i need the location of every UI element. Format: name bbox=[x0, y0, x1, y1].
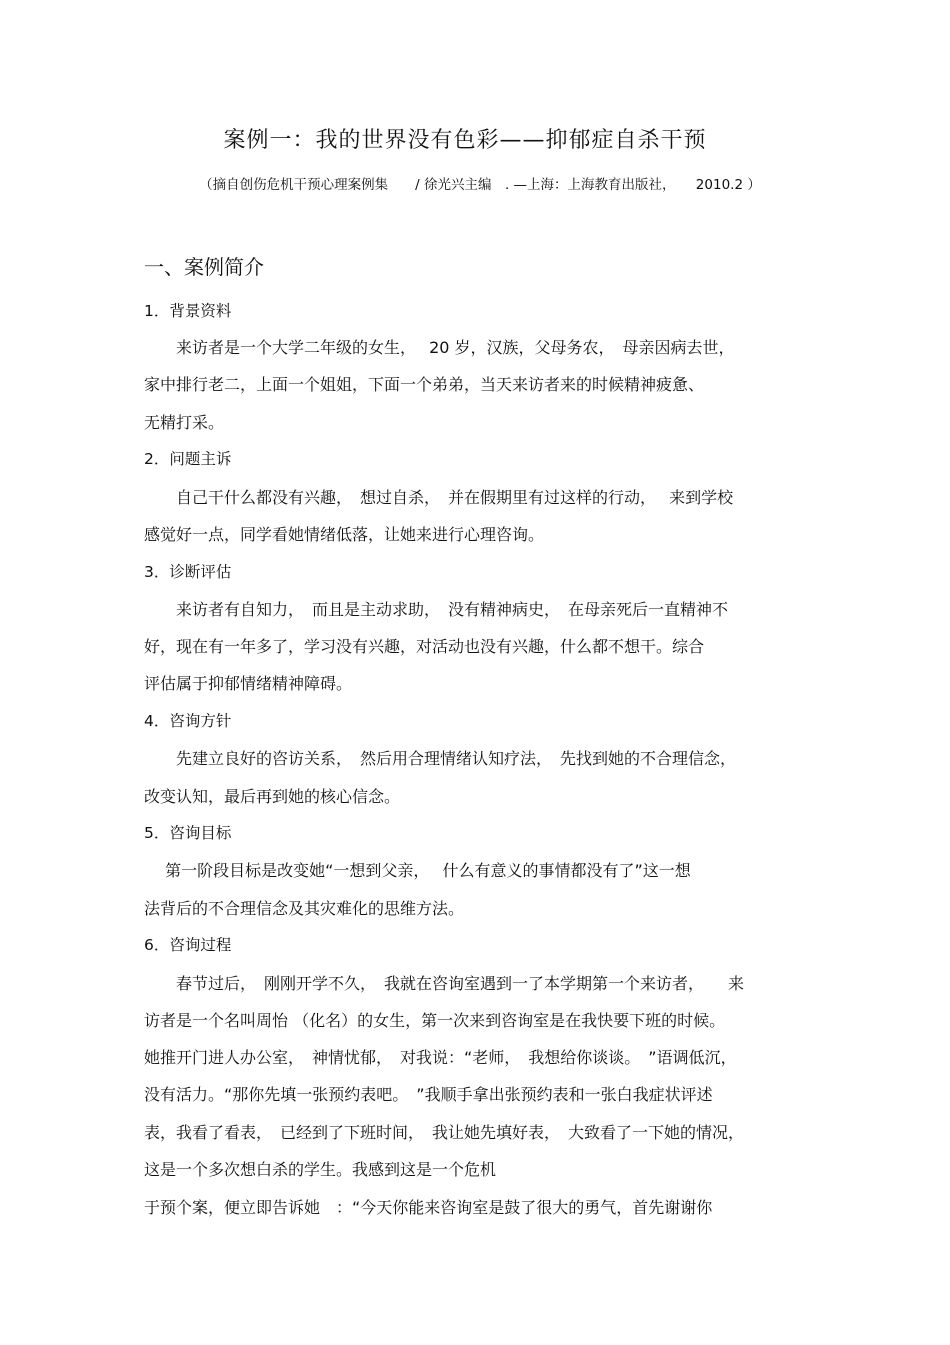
paragraph-line: 自己干什么都没有兴趣， 想过自杀， 并在假期里有过这样的行动， 来到学校 bbox=[144, 488, 734, 507]
paragraph-line: 这是一个多次想白杀的学生。我感到这是一个危机 bbox=[144, 1160, 497, 1179]
paragraph-line: 来访者有自知力， 而且是主动求助， 没有精神病史， 在母亲死后一直精神不 bbox=[144, 600, 729, 619]
paragraph-line: 感觉好一点，同学看她情绪低落，让她来进行心理咨询。 bbox=[144, 525, 545, 544]
paragraph-line: 法背后的不合理信念及其灾难化的思维方法。 bbox=[144, 899, 465, 918]
paragraph-line: 好，现在有一年多了，学习没有兴趣，对活动也没有兴趣，什么都不想干。综合 bbox=[144, 637, 705, 656]
paragraph-line: 改变认知，最后再到她的核心信念。 bbox=[144, 787, 401, 806]
paragraph-line: 第一阶段目标是改变她“一想到父亲， 什么有意义的事情都没有了”这一想 bbox=[144, 861, 691, 880]
paragraph-line: 家中排行老二，上面一个姐姐，下面一个弟弟，当天来访者来的时候精神疲惫、 bbox=[144, 375, 705, 394]
paragraph-line: 来访者是一个大学二年级的女生， 20 岁，汉族，父母务农， 母亲因病去世， bbox=[144, 338, 735, 357]
document-title: 案例一：我的世界没有色彩——抑郁症自杀干预 bbox=[223, 128, 707, 153]
paragraph-line: 评估属于抑郁情绪精神障碍。 bbox=[144, 674, 353, 693]
heading-goal: 5．咨询目标 bbox=[144, 824, 232, 842]
heading-policy: 4．咨询方针 bbox=[144, 712, 232, 730]
section-heading-case-intro: 一、案例简介 bbox=[144, 255, 264, 279]
paragraph-line: 无精打采。 bbox=[144, 413, 225, 432]
paragraph-line: 没有活力。“那你先填一张预约表吧。 ”我顺手拿出张预约表和一张白我症状评述 bbox=[144, 1085, 713, 1104]
source-citation: （摘自创伤危机干预心理案例集 / 徐光兴主编 . —上海：上海教育出版社， 2010.2 ） bbox=[199, 177, 761, 193]
paragraph-line: 她推开门进人办公室， 神情忧郁， 对我说：“老师， 我想给你谈谈。 ”语调低沉， bbox=[144, 1048, 737, 1067]
heading-complaint: 2．问题主诉 bbox=[144, 450, 232, 468]
paragraph-line: 表，我看了看表， 已经到了下班时间， 我让她先填好表， 大致看了一下她的情况， bbox=[144, 1123, 745, 1142]
heading-background: 1．背景资料 bbox=[144, 302, 232, 320]
paragraph-line: 春节过后， 刚刚开学不久， 我就在咨询室遇到一了本学期第一个来访者， 来 bbox=[144, 974, 745, 993]
paragraph-line: 访者是一个名叫周怡 （化名）的女生，第一次来到咨询室是在我快要下班的时候。 bbox=[144, 1011, 726, 1030]
heading-process: 6．咨询过程 bbox=[144, 936, 232, 954]
paragraph-line: 于预个案，便立即告诉她 ：“今天你能来咨询室是鼓了很大的勇气，首先谢谢你 bbox=[144, 1198, 713, 1217]
paragraph-line: 先建立良好的咨访关系， 然后用合理情绪认知疗法， 先找到她的不合理信念， bbox=[144, 749, 737, 768]
heading-diagnosis: 3．诊断评估 bbox=[144, 563, 232, 581]
